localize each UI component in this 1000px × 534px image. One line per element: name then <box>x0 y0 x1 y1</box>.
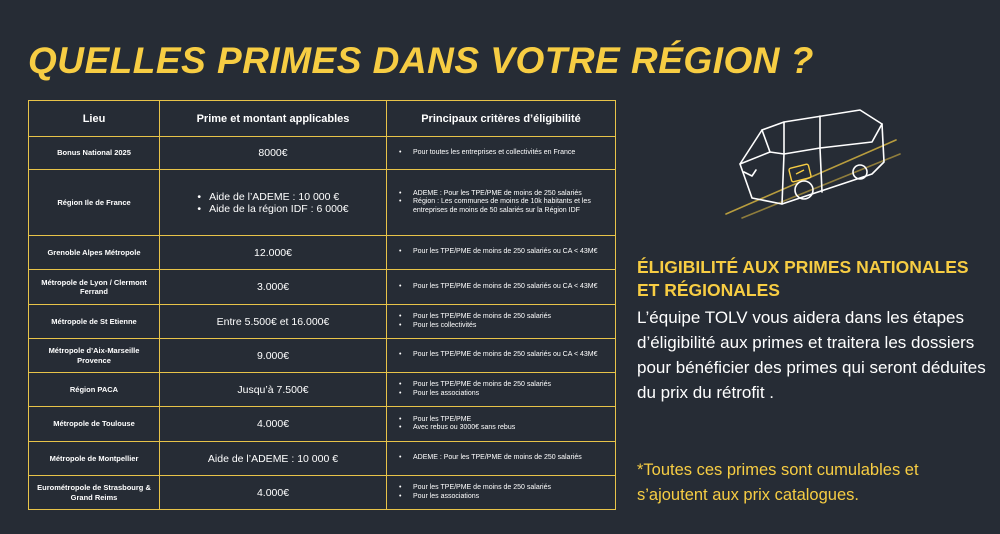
prime-item: • Aide de l’ADEME : 10 000 € <box>197 191 348 203</box>
table-row <box>29 170 616 236</box>
criteria-item: • ADEME : Pour les TPE/PME de moins de 250 salariés <box>397 454 609 462</box>
cell-criteres <box>387 170 616 236</box>
table-row <box>29 407 616 442</box>
cell-lieu: Métropole de St Etienne <box>29 305 160 339</box>
cell-prime: 4.000€ <box>160 476 387 510</box>
cell-lieu: Région PACA <box>29 373 160 407</box>
eligibility-heading: ÉLIGIBILITÉ AUX PRIMES NATIONALES ET RÉGIONALES <box>637 257 969 300</box>
cell-prime: Aide de l’ADEME : 10 000 € <box>160 442 387 476</box>
criteria-item: • Pour les TPE/PME de moins de 250 salariés ou CA < 43M€ <box>397 351 609 359</box>
header-prime: Prime et montant applicables <box>160 101 387 137</box>
cell-prime: Entre 5.500€ et 16.000€ <box>160 305 387 339</box>
electric-van-icon <box>722 102 902 222</box>
cell-criteres <box>387 476 616 510</box>
table-row <box>29 339 616 373</box>
cell-prime: 12.000€ <box>160 236 387 270</box>
cumulative-note: *Toutes ces primes sont cumulables et s’ajoutent aux prix catalogues. <box>637 461 919 504</box>
primes-table <box>28 100 616 510</box>
cell-lieu: Métropole de Montpellier <box>29 442 160 476</box>
criteria-item: • Pour les TPE/PME de moins de 250 salariés <box>397 381 609 389</box>
table-header-row <box>29 101 616 137</box>
table-row <box>29 305 616 339</box>
cell-criteres <box>387 137 616 170</box>
cell-prime: Jusqu’à 7.500€ <box>160 373 387 407</box>
prime-item: • Aide de la région IDF : 6 000€ <box>197 203 348 215</box>
cell-criteres <box>387 407 616 442</box>
criteria-item: • Région : Les communes de moins de 10k habitants et les entreprises de moins de 50 salariés sur la Région IDF <box>397 198 609 215</box>
cell-criteres <box>387 339 616 373</box>
eligibility-text: L’équipe TOLV vous aidera dans les étapes d’éligibilité aux primes et traitera les dossiers pour bénéficier des primes qui seront déduites du prix du rétrofit . <box>637 308 986 402</box>
table-row <box>29 137 616 170</box>
header-criteres: Principaux critères d’éligibilité <box>387 101 616 137</box>
cell-prime <box>160 170 387 236</box>
cell-lieu: Métropole de Toulouse <box>29 407 160 442</box>
table-row <box>29 270 616 305</box>
criteria-item: • Pour les collectivités <box>397 322 609 330</box>
header-lieu: Lieu <box>29 101 160 137</box>
criteria-item: • Pour toutes les entreprises et collectivités en France <box>397 149 609 157</box>
cell-lieu: Métropole d’Aix-Marseille Provence <box>29 339 160 373</box>
page-title: QUELLES PRIMES DANS VOTRE RÉGION ? <box>28 40 814 81</box>
cell-lieu: Eurométropole de Strasbourg & Grand Reims <box>29 476 160 510</box>
cell-lieu: Région Ile de France <box>29 170 160 236</box>
table-row <box>29 476 616 510</box>
cell-criteres <box>387 305 616 339</box>
criteria-item: • Pour les associations <box>397 390 609 398</box>
criteria-item: • Pour les TPE/PME de moins de 250 salariés ou CA < 43M€ <box>397 248 609 256</box>
cell-prime: 8000€ <box>160 137 387 170</box>
cell-prime: 3.000€ <box>160 270 387 305</box>
cell-lieu: Bonus National 2025 <box>29 137 160 170</box>
cell-prime: 4.000€ <box>160 407 387 442</box>
cell-prime: 9.000€ <box>160 339 387 373</box>
criteria-item: • Avec rebus ou 3000€ sans rebus <box>397 424 609 432</box>
table-row <box>29 236 616 270</box>
cell-criteres <box>387 442 616 476</box>
cell-lieu: Grenoble Alpes Métropole <box>29 236 160 270</box>
criteria-item: • Pour les TPE/PME de moins de 250 salariés <box>397 484 609 492</box>
cell-criteres <box>387 236 616 270</box>
criteria-item: • Pour les associations <box>397 493 609 501</box>
criteria-item: • Pour les TPE/PME de moins de 250 salariés ou CA < 43M€ <box>397 283 609 291</box>
cell-criteres <box>387 270 616 305</box>
criteria-item: • Pour les TPE/PME de moins de 250 salariés <box>397 313 609 321</box>
table-row <box>29 373 616 407</box>
cell-criteres <box>387 373 616 407</box>
criteria-item: • ADEME : Pour les TPE/PME de moins de 250 salariés <box>397 190 609 198</box>
table-row <box>29 442 616 476</box>
criteria-item: • Pour les TPE/PME <box>397 416 609 424</box>
cell-lieu: Métropole de Lyon / Clermont Ferrand <box>29 270 160 305</box>
